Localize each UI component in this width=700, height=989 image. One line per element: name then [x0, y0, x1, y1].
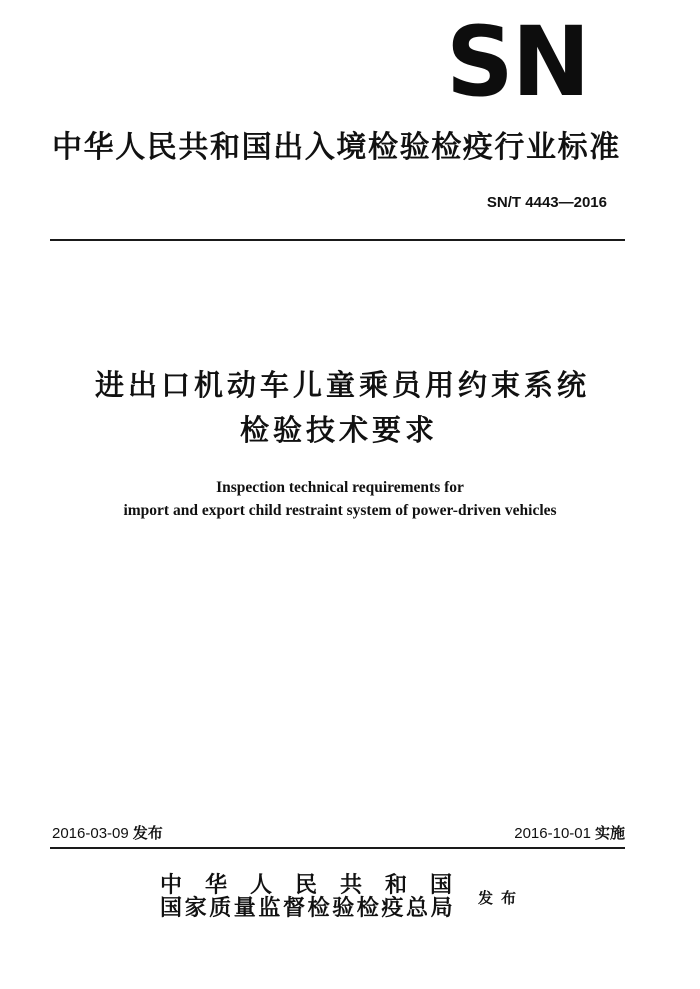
issuer-agency: 国家质量监督检验检疫总局	[160, 895, 456, 921]
implementation-date-label: 实施	[594, 824, 625, 842]
issue-date-label: 发布	[132, 824, 163, 842]
top-divider	[50, 239, 625, 241]
document-title-cn-line1: 进出口机动车儿童乘员用约束系统	[95, 368, 591, 402]
issue-date	[52, 824, 163, 843]
implementation-date	[514, 824, 625, 843]
standard-category-title: 中华人民共和国出入境检验检疫行业标准	[52, 130, 621, 165]
document-title-cn-line2: 检验技术要求	[240, 413, 439, 447]
standard-code: SN/T 4443—2016	[486, 194, 607, 211]
issuer-country: 中华人民共和国	[160, 872, 476, 898]
issue-date-value: 2016-03-09	[52, 825, 129, 842]
bottom-divider	[50, 847, 625, 849]
document-title-en-line1: Inspection technical requirements for	[216, 479, 464, 496]
implementation-date-value: 2016-10-01	[514, 825, 591, 842]
document-title-en-line2: import and export child restraint system of power-driven vehicles	[123, 502, 557, 519]
issuer-action: 发布	[478, 889, 525, 907]
sn-logo: SN	[446, 6, 589, 118]
